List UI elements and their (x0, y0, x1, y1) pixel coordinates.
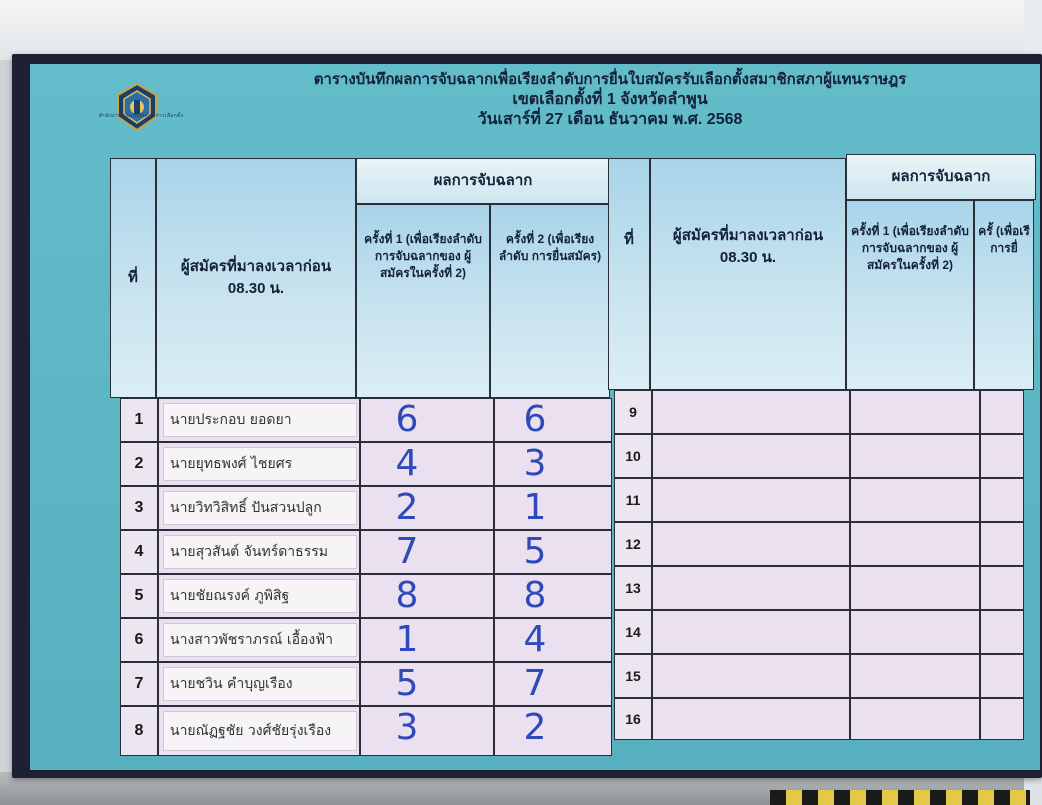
right-row-number: 12 (614, 522, 652, 566)
left-col-no-label: ที่ (128, 269, 138, 286)
left-row-number: 5 (120, 574, 158, 618)
handwritten-draw1-value: 8 (395, 575, 419, 616)
right-row-draw1-cell (850, 698, 980, 740)
handwritten-draw1-value: 3 (395, 707, 419, 748)
handwritten-draw1-value: 4 (395, 443, 419, 484)
handwritten-draw1-value: 2 (395, 487, 419, 528)
left-row-number: 4 (120, 530, 158, 574)
left-row-number: 2 (120, 442, 158, 486)
candidate-name-card: นางสาวพัชราภรณ์ เอื้องฟ้า (164, 624, 356, 656)
candidate-name-card: นายวิทวิสิทธิ์ ปันสวนปลูก (164, 492, 356, 524)
handwritten-draw2-value: 7 (523, 663, 547, 704)
right-row-name-cell (652, 478, 850, 522)
right-row-number: 10 (614, 434, 652, 478)
logo-caption: สำนักงานคณะกรรมการการเลือกตั้ง (98, 113, 184, 119)
handwritten-draw2-value: 2 (523, 707, 547, 748)
right-draw-group-header (846, 154, 1036, 200)
left-col-name-label: ผู้สมัครที่มาลงเวลาก่อน 08.30 น. (180, 258, 332, 297)
handwritten-draw2-value: 4 (523, 619, 547, 660)
right-row-number: 15 (614, 654, 652, 698)
handwritten-draw1-value: 6 (395, 399, 419, 440)
right-row-name-cell (652, 610, 850, 654)
right-row-draw1-cell (850, 478, 980, 522)
poster-title (220, 70, 1000, 130)
right-col-name-label: ผู้สมัครที่มาลงเวลาก่อน 08.30 น. (672, 227, 824, 266)
left-draw-group-header (356, 158, 610, 204)
right-row-name-cell (652, 654, 850, 698)
right-row-draw2-cell (980, 390, 1024, 434)
right-row-draw2-cell (980, 654, 1024, 698)
left-row-number: 7 (120, 662, 158, 706)
right-row-draw1-cell (850, 390, 980, 434)
right-row-draw1-cell (850, 654, 980, 698)
candidate-name-card: นายชวิน คำบุญเรือง (164, 668, 356, 700)
title-line-3: วันเสาร์ที่ 27 เดือน ธันวาคม พ.ศ. 2568 (477, 111, 743, 128)
right-row-name-cell (652, 434, 850, 478)
left-col-name-header (156, 158, 356, 398)
handwritten-draw1-value: 7 (395, 531, 419, 572)
candidate-name-card: นายชัยณรงค์ ภูพิสิฐ (164, 580, 356, 612)
right-row-number: 9 (614, 390, 652, 434)
right-row-number: 13 (614, 566, 652, 610)
right-row-draw2-cell (980, 610, 1024, 654)
candidate-name-card: นายณัฏฐชัย วงศ์ชัยรุ่งเรือง (164, 712, 356, 750)
left-draw-group-label: ผลการจับฉลาก (433, 172, 533, 189)
candidate-name-card: นายยุทธพงศ์ ไชยศร (164, 448, 356, 480)
left-draw2-header (490, 204, 610, 398)
candidate-name-card: นายสุวสันต์ จันทร์ดาธรรม (164, 536, 356, 568)
left-row-number: 8 (120, 706, 158, 756)
right-col-no-header (608, 158, 650, 390)
title-line-2: เขตเลือกตั้งที่ 1 จังหวัดลำพูน (512, 91, 708, 108)
right-row-draw2-cell (980, 566, 1024, 610)
left-row-number: 3 (120, 486, 158, 530)
right-row-draw1-cell (850, 566, 980, 610)
hazard-tape (770, 790, 1030, 805)
wall-background (0, 0, 1024, 60)
left-draw1-label: ครั้งที่ 1 (เพื่อเรียงลำดับ การจับฉลากของ ผู้สมัครในครั้งที่ 2) (364, 232, 482, 280)
right-row-draw1-cell (850, 434, 980, 478)
left-draw1-header (356, 204, 490, 398)
right-row-draw1-cell (850, 610, 980, 654)
right-row-name-cell (652, 390, 850, 434)
left-row-number: 6 (120, 618, 158, 662)
right-row-name-cell (652, 698, 850, 740)
right-row-draw2-cell (980, 478, 1024, 522)
right-draw2-header-partial (974, 200, 1034, 390)
handwritten-draw1-value: 5 (395, 663, 419, 704)
left-draw2-label: ครั้งที่ 2 (เพื่อเรียงลำดับ การยื่นสมัคร) (498, 232, 602, 263)
left-col-no-header (110, 158, 156, 398)
handwritten-draw2-value: 8 (523, 575, 547, 616)
right-draw1-header (846, 200, 974, 390)
right-col-no-label: ที่ (624, 231, 634, 248)
right-row-number: 11 (614, 478, 652, 522)
right-draw1-label: ครั้งที่ 1 (เพื่อเรียงลำดับ การจับฉลากของ ผู้สมัครในครั้งที่ 2) (851, 224, 969, 272)
right-row-draw2-cell (980, 434, 1024, 478)
candidate-name-card: นายประกอบ ยอดยา (164, 404, 356, 436)
right-col-name-header (650, 158, 846, 390)
title-line-1: ตารางบันทึกผลการจับฉลากเพื่อเรียงลำดับการยื่นใบสมัครรับเลือกตั้งสมาชิกสภาผู้แทนราษฎร (313, 71, 907, 88)
right-row-draw2-cell (980, 698, 1024, 740)
right-row-number: 14 (614, 610, 652, 654)
handwritten-draw2-value: 6 (523, 399, 547, 440)
handwritten-draw2-value: 1 (523, 487, 547, 528)
ect-emblem-logo (112, 82, 162, 132)
handwritten-draw2-value: 5 (523, 531, 547, 572)
left-row-number: 1 (120, 398, 158, 442)
right-draw2-label: ครั้ (เพื่อเรี การยื่ (978, 224, 1030, 255)
handwritten-draw2-value: 3 (523, 443, 547, 484)
handwritten-draw1-value: 1 (395, 619, 419, 660)
right-row-draw1-cell (850, 522, 980, 566)
right-row-name-cell (652, 566, 850, 610)
right-row-draw2-cell (980, 522, 1024, 566)
right-row-name-cell (652, 522, 850, 566)
right-draw-group-label: ผลการจับฉลาก (891, 168, 991, 185)
right-row-number: 16 (614, 698, 652, 740)
